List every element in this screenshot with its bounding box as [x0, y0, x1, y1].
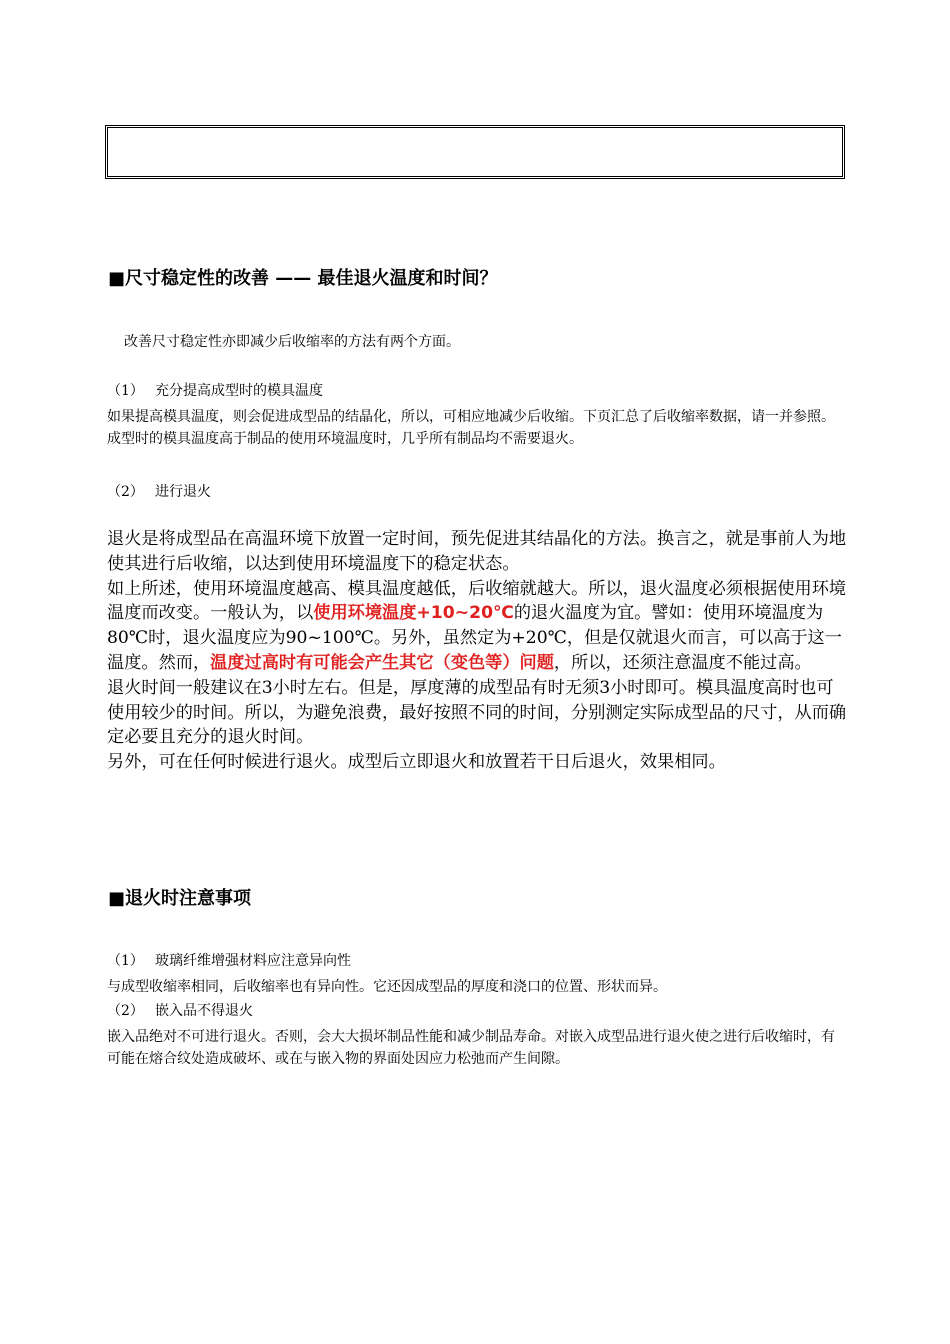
paragraph-annealing-definition: 退火是将成型品在高温环境下放置一定时间，预先促进其结晶化的方法。换言之，就是事前人为地使其进行后收缩，以达到使用环境温度下的稳定状态。	[107, 529, 847, 574]
text-run: ，所以，还须注意温度不能过高。	[553, 652, 812, 673]
section-1-item-1-body: 如果提高模具温度，则会促进成型品的结晶化，所以，可相应地减少后收缩。下页汇总了后收缩率数据，请一并参照。成型时的模具温度高于制品的使用环境温度时，几乎所有制品均不需要退火。	[107, 409, 835, 447]
item-title: 充分提高成型时的模具温度	[155, 383, 323, 399]
item-label: （2）	[107, 1003, 144, 1019]
section-1-item-1-title	[107, 380, 847, 402]
paragraph-annealing-temperature	[107, 577, 847, 676]
header-box	[105, 125, 845, 179]
item-label: （1）	[107, 953, 144, 969]
section-2-item-2-body: 嵌入品绝对不可进行退火。否则，会大大损坏制品性能和减少制品寿命。对嵌入成型品进行退火使之进行后收缩时，有可能在熔合纹处造成破坏、或在与嵌入物的界面处因应力松弛而产生间隙。	[107, 1029, 835, 1067]
highlight-temperature-range: 使用环境温度+10~20℃	[313, 603, 514, 624]
text-run: 如上所述，使用环境温度越高、模具温度越低，后收缩就越大。所以，退火温度必须根据使用环境温度而改变。一般认为，以	[107, 578, 847, 624]
highlight-warning: 温度过高时有可能会产生其它（变色等）问题	[210, 652, 554, 673]
item-title: 玻璃纤维增强材料应注意异向性	[155, 953, 351, 969]
item-title: 进行退火	[155, 484, 211, 500]
section-1-item-2-title	[107, 481, 847, 503]
item-title: 嵌入品不得退火	[155, 1003, 253, 1019]
section-2-item-1-title	[107, 950, 847, 972]
item-label: （2）	[107, 484, 144, 500]
item-label: （1）	[107, 383, 144, 399]
paragraph-annealing-timing: 另外，可在任何时候进行退火。成型后立即退火和放置若干日后退火，效果相同。	[107, 752, 726, 773]
paragraph-annealing-time: 退火时间一般建议在3小时左右。但是，厚度薄的成型品有时无须3小时即可。模具温度高时也可使用较少的时间。所以，为避免浪费，最好按照不同的时间，分别测定实际成型品的尺寸，从而确定必要且充分的退火时间。	[107, 677, 847, 748]
annealing-body	[107, 527, 847, 775]
section-1-intro: 改善尺寸稳定性亦即减少后收缩率的方法有两个方面。	[124, 334, 460, 350]
section-2-heading: ■退火时注意事项	[108, 888, 252, 909]
section-2-item-1-body: 与成型收缩率相同，后收缩率也有异向性。它还因成型品的厚度和浇口的位置、形状而异。	[107, 979, 667, 995]
text-run: 的退火温度为宜。譬如：使用环境温度为80℃时，退火温度应为90~100℃。另外，虽然定为+20℃，但是仅就退火而言，可以高于这一温度。然而，	[107, 603, 842, 673]
section-1-heading: ■尺寸稳定性的改善 —— 最佳退火温度和时间？	[108, 268, 498, 289]
section-2-item-2-title	[107, 1000, 847, 1022]
